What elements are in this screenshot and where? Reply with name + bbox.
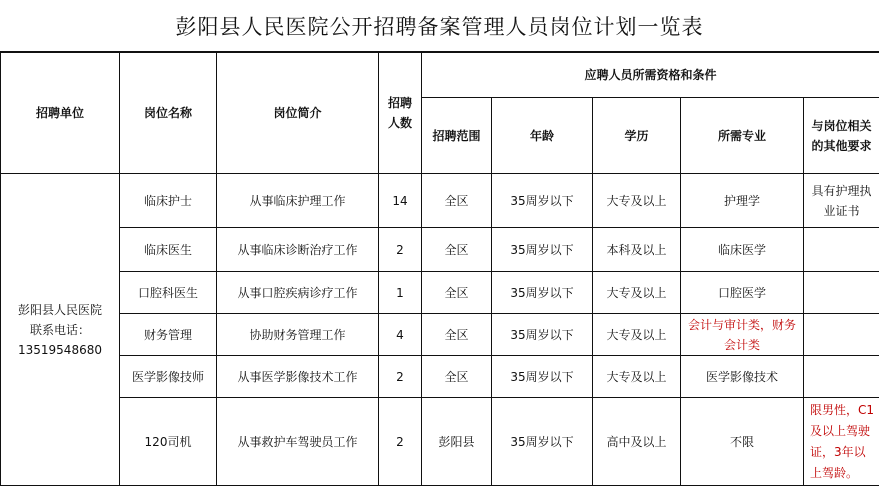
unit-name: 彭阳县人民医院 — [3, 300, 117, 320]
count-cell: 14 — [379, 174, 422, 228]
unit-contact-label: 联系电话： — [3, 320, 117, 340]
position-table — [0, 52, 879, 486]
age-cell: 35周岁以下 — [492, 398, 593, 486]
education-cell: 大专及以上 — [593, 356, 681, 398]
position-cell: 财务管理 — [120, 314, 217, 356]
intro-cell: 从事救护车驾驶员工作 — [217, 398, 379, 486]
page-title: 彭阳县人民医院公开招聘备案管理人员岗位计划一览表 — [0, 0, 879, 52]
count-cell: 4 — [379, 314, 422, 356]
age-cell: 35周岁以下 — [492, 272, 593, 314]
age-cell: 35周岁以下 — [492, 314, 593, 356]
count-cell: 2 — [379, 398, 422, 486]
header-other: 与岗位相关的其他要求 — [804, 98, 879, 174]
table-row — [1, 398, 879, 486]
scope-cell: 全区 — [422, 228, 492, 272]
education-cell: 本科及以上 — [593, 228, 681, 272]
scope-cell: 全区 — [422, 272, 492, 314]
intro-cell: 从事口腔疾病诊疗工作 — [217, 272, 379, 314]
intro-cell: 从事临床诊断治疗工作 — [217, 228, 379, 272]
major-cell: 护理学 — [681, 174, 804, 228]
scope-cell: 全区 — [422, 174, 492, 228]
header-age: 年龄 — [492, 98, 593, 174]
intro-cell: 从事临床护理工作 — [217, 174, 379, 228]
header-count: 招聘人数 — [379, 53, 422, 174]
header-unit: 招聘单位 — [1, 53, 120, 174]
major-cell: 口腔医学 — [681, 272, 804, 314]
age-cell: 35周岁以下 — [492, 174, 593, 228]
header-scope: 招聘范围 — [422, 98, 492, 174]
major-cell: 临床医学 — [681, 228, 804, 272]
education-cell: 高中及以上 — [593, 398, 681, 486]
position-cell: 口腔科医生 — [120, 272, 217, 314]
major-cell: 会计与审计类，财务会计类 — [681, 314, 804, 356]
other-cell: 具有护理执业证书 — [804, 174, 879, 228]
scope-cell: 全区 — [422, 314, 492, 356]
scope-cell: 全区 — [422, 356, 492, 398]
intro-cell: 从事医学影像技术工作 — [217, 356, 379, 398]
intro-cell: 协助财务管理工作 — [217, 314, 379, 356]
position-cell: 120司机 — [120, 398, 217, 486]
header-major: 所需专业 — [681, 98, 804, 174]
header-row-top — [1, 53, 879, 98]
table-row — [1, 272, 879, 314]
header-intro: 岗位简介 — [217, 53, 379, 174]
scope-cell: 彭阳县 — [422, 398, 492, 486]
position-cell: 医学影像技师 — [120, 356, 217, 398]
major-cell: 不限 — [681, 398, 804, 486]
table-row — [1, 356, 879, 398]
major-cell: 医学影像技术 — [681, 356, 804, 398]
age-cell: 35周岁以下 — [492, 228, 593, 272]
education-cell: 大专及以上 — [593, 314, 681, 356]
count-cell: 2 — [379, 228, 422, 272]
other-cell — [804, 314, 879, 356]
education-cell: 大专及以上 — [593, 174, 681, 228]
unit-cell — [1, 174, 120, 486]
header-education: 学历 — [593, 98, 681, 174]
header-conditions: 应聘人员所需资格和条件 — [422, 53, 879, 98]
other-cell: 限男性，C1及以上驾驶证，3年以上驾龄。 — [804, 398, 879, 486]
table-row — [1, 314, 879, 356]
other-cell — [804, 228, 879, 272]
count-cell: 2 — [379, 356, 422, 398]
table-row — [1, 174, 879, 228]
age-cell: 35周岁以下 — [492, 356, 593, 398]
position-cell: 临床护士 — [120, 174, 217, 228]
unit-phone: 13519548680 — [3, 340, 117, 360]
education-cell: 大专及以上 — [593, 272, 681, 314]
count-cell: 1 — [379, 272, 422, 314]
header-position: 岗位名称 — [120, 53, 217, 174]
position-cell: 临床医生 — [120, 228, 217, 272]
table-row — [1, 228, 879, 272]
other-cell — [804, 272, 879, 314]
other-cell — [804, 356, 879, 398]
